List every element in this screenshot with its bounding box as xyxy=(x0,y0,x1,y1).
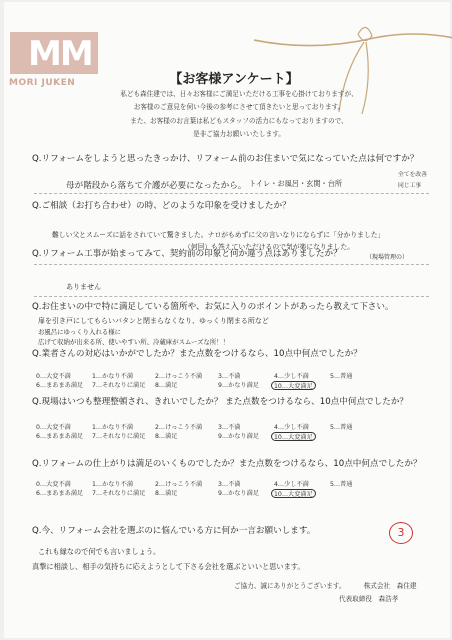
answer-line xyxy=(34,264,429,265)
answer-8-line-2: 真摯に相談し、相手の気持ちに応えようとして下さる会社を選ぶといいと思います。 xyxy=(32,562,305,571)
question-4: Q.お住まいの中で特に満足している箇所や、お気に入りのポイントがあったら教えて下さい。 xyxy=(32,302,394,312)
company-logo xyxy=(10,32,98,74)
selected-score: 10…大変満足 xyxy=(271,489,316,498)
answer-2-line-2: （何回）も答えていただけるので気が楽になりました。 xyxy=(184,243,354,251)
logo-text: MORI JUKEN xyxy=(9,78,76,88)
question-2: Q.ご相談（お打ち合わせ）の時、どのような印象を受けましたか？ xyxy=(32,201,291,211)
question-3: Q.リフォーム工事が始まってみて、契約前の印象と何か違う点はありましたか？ xyxy=(32,249,342,259)
answer-4-line-1: 扉を引き戸にしてもらいバタンと閉まらなくなり、ゆっくり閉まる所など xyxy=(38,317,269,325)
question-1: Q.リフォームをしようと思ったきっかけ、リフォーム前のお住まいで気になっていた点は何ですか？ xyxy=(32,154,419,164)
answer-1-line-2: トイレ・お風呂・玄関・台所 xyxy=(249,179,343,188)
question-5: Q.業者さんの対応はいかがでしたか？また点数をつけるなら、10点中何点でしたか？ xyxy=(32,349,362,359)
selected-score: 10…大変満足 xyxy=(271,432,316,441)
rating-scale-1: 0…大変不満 1…かなり不満 2…けっこう不満 3…不満 4…少し不満 5…普通 6…まあまあ満足 7…それなりに満足 8…満足 9…かなり満足 10…大変満足 xyxy=(36,373,353,390)
answer-1-line-1: 母が階段から落ちて介護が必要になったから。 xyxy=(66,181,247,191)
company-name: 株式会社 森住建 xyxy=(363,582,417,590)
answer-4-line-3: 広げて収納が出来る所、使いやすい所、冷蔵庫がスムーズな所！！ xyxy=(38,338,230,346)
answer-8-line-1: これも縁なので何でも言いましょう。 xyxy=(38,547,161,556)
answer-3: ありません xyxy=(66,283,101,291)
question-7: Q.リフォームの仕上がりは満足のいくものでしたか？また点数をつけるなら、10点中何点でしたか？ xyxy=(32,459,422,469)
handwritten-stamp: 3 xyxy=(389,522,413,544)
representative-name: 代表取締役 森浩孝 xyxy=(339,595,399,603)
rating-scale-3: 0…大変不満 1…かなり不満 2…けっこう不満 3…不満 4…少し不満 5…普通 6…まあまあ満足 7…それなりに満足 8…満足 9…かなり満足 10…大変満足 xyxy=(36,481,353,498)
rating-scale-2: 0…大変不満 1…かなり不満 2…けっこう不満 3…不満 4…少し不満 5…普通 6…まあまあ満足 7…それなりに満足 8…満足 9…かなり満足 10…大変満足 xyxy=(36,424,353,441)
survey-sheet xyxy=(4,2,450,638)
answer-1-note: 全てを改善 xyxy=(398,172,427,178)
selected-score: 10…大変満足 xyxy=(271,381,316,390)
answer-2-note: （現場管理の） xyxy=(366,254,409,261)
answer-1-note-2: 同じ工事 xyxy=(398,183,422,189)
answer-line xyxy=(34,193,429,194)
question-8: Q.今、リフォーム会社を選ぶのに悩んでいる方に何か一言お願いします。 xyxy=(32,526,316,536)
page-title: 【お客様アンケート】 xyxy=(169,72,299,87)
footer-thanks-row xyxy=(234,580,416,590)
logo-mark: MM xyxy=(28,34,92,74)
intro-text: 私ども森住建では、日々お客様にご満足いただける工事を心掛けておりますが、 お客様のご意見を伺い今後の参考にさせて頂きたいと思っております。 また、お客様のお言葉は私どもスタッフの活力にもなっておりますので、 是非ご協力お願いいたします。 xyxy=(120,90,358,138)
answer-4-line-2: お風呂にゆっくり入れる様に xyxy=(38,328,122,336)
question-6: Q.現場はいつも整理整頓され、きれいでしたか？ また点数をつけるなら、10点中何点でしたか？ xyxy=(32,397,409,407)
answer-2-line-1: 難しい父とスムーズに話をされていて驚きました。ナロがもめずに父の言いなりにならずに「分かりました」 xyxy=(52,231,385,239)
answer-line xyxy=(34,296,429,297)
thanks-text: ご協力、誠にありがとうございます。 xyxy=(234,582,346,590)
